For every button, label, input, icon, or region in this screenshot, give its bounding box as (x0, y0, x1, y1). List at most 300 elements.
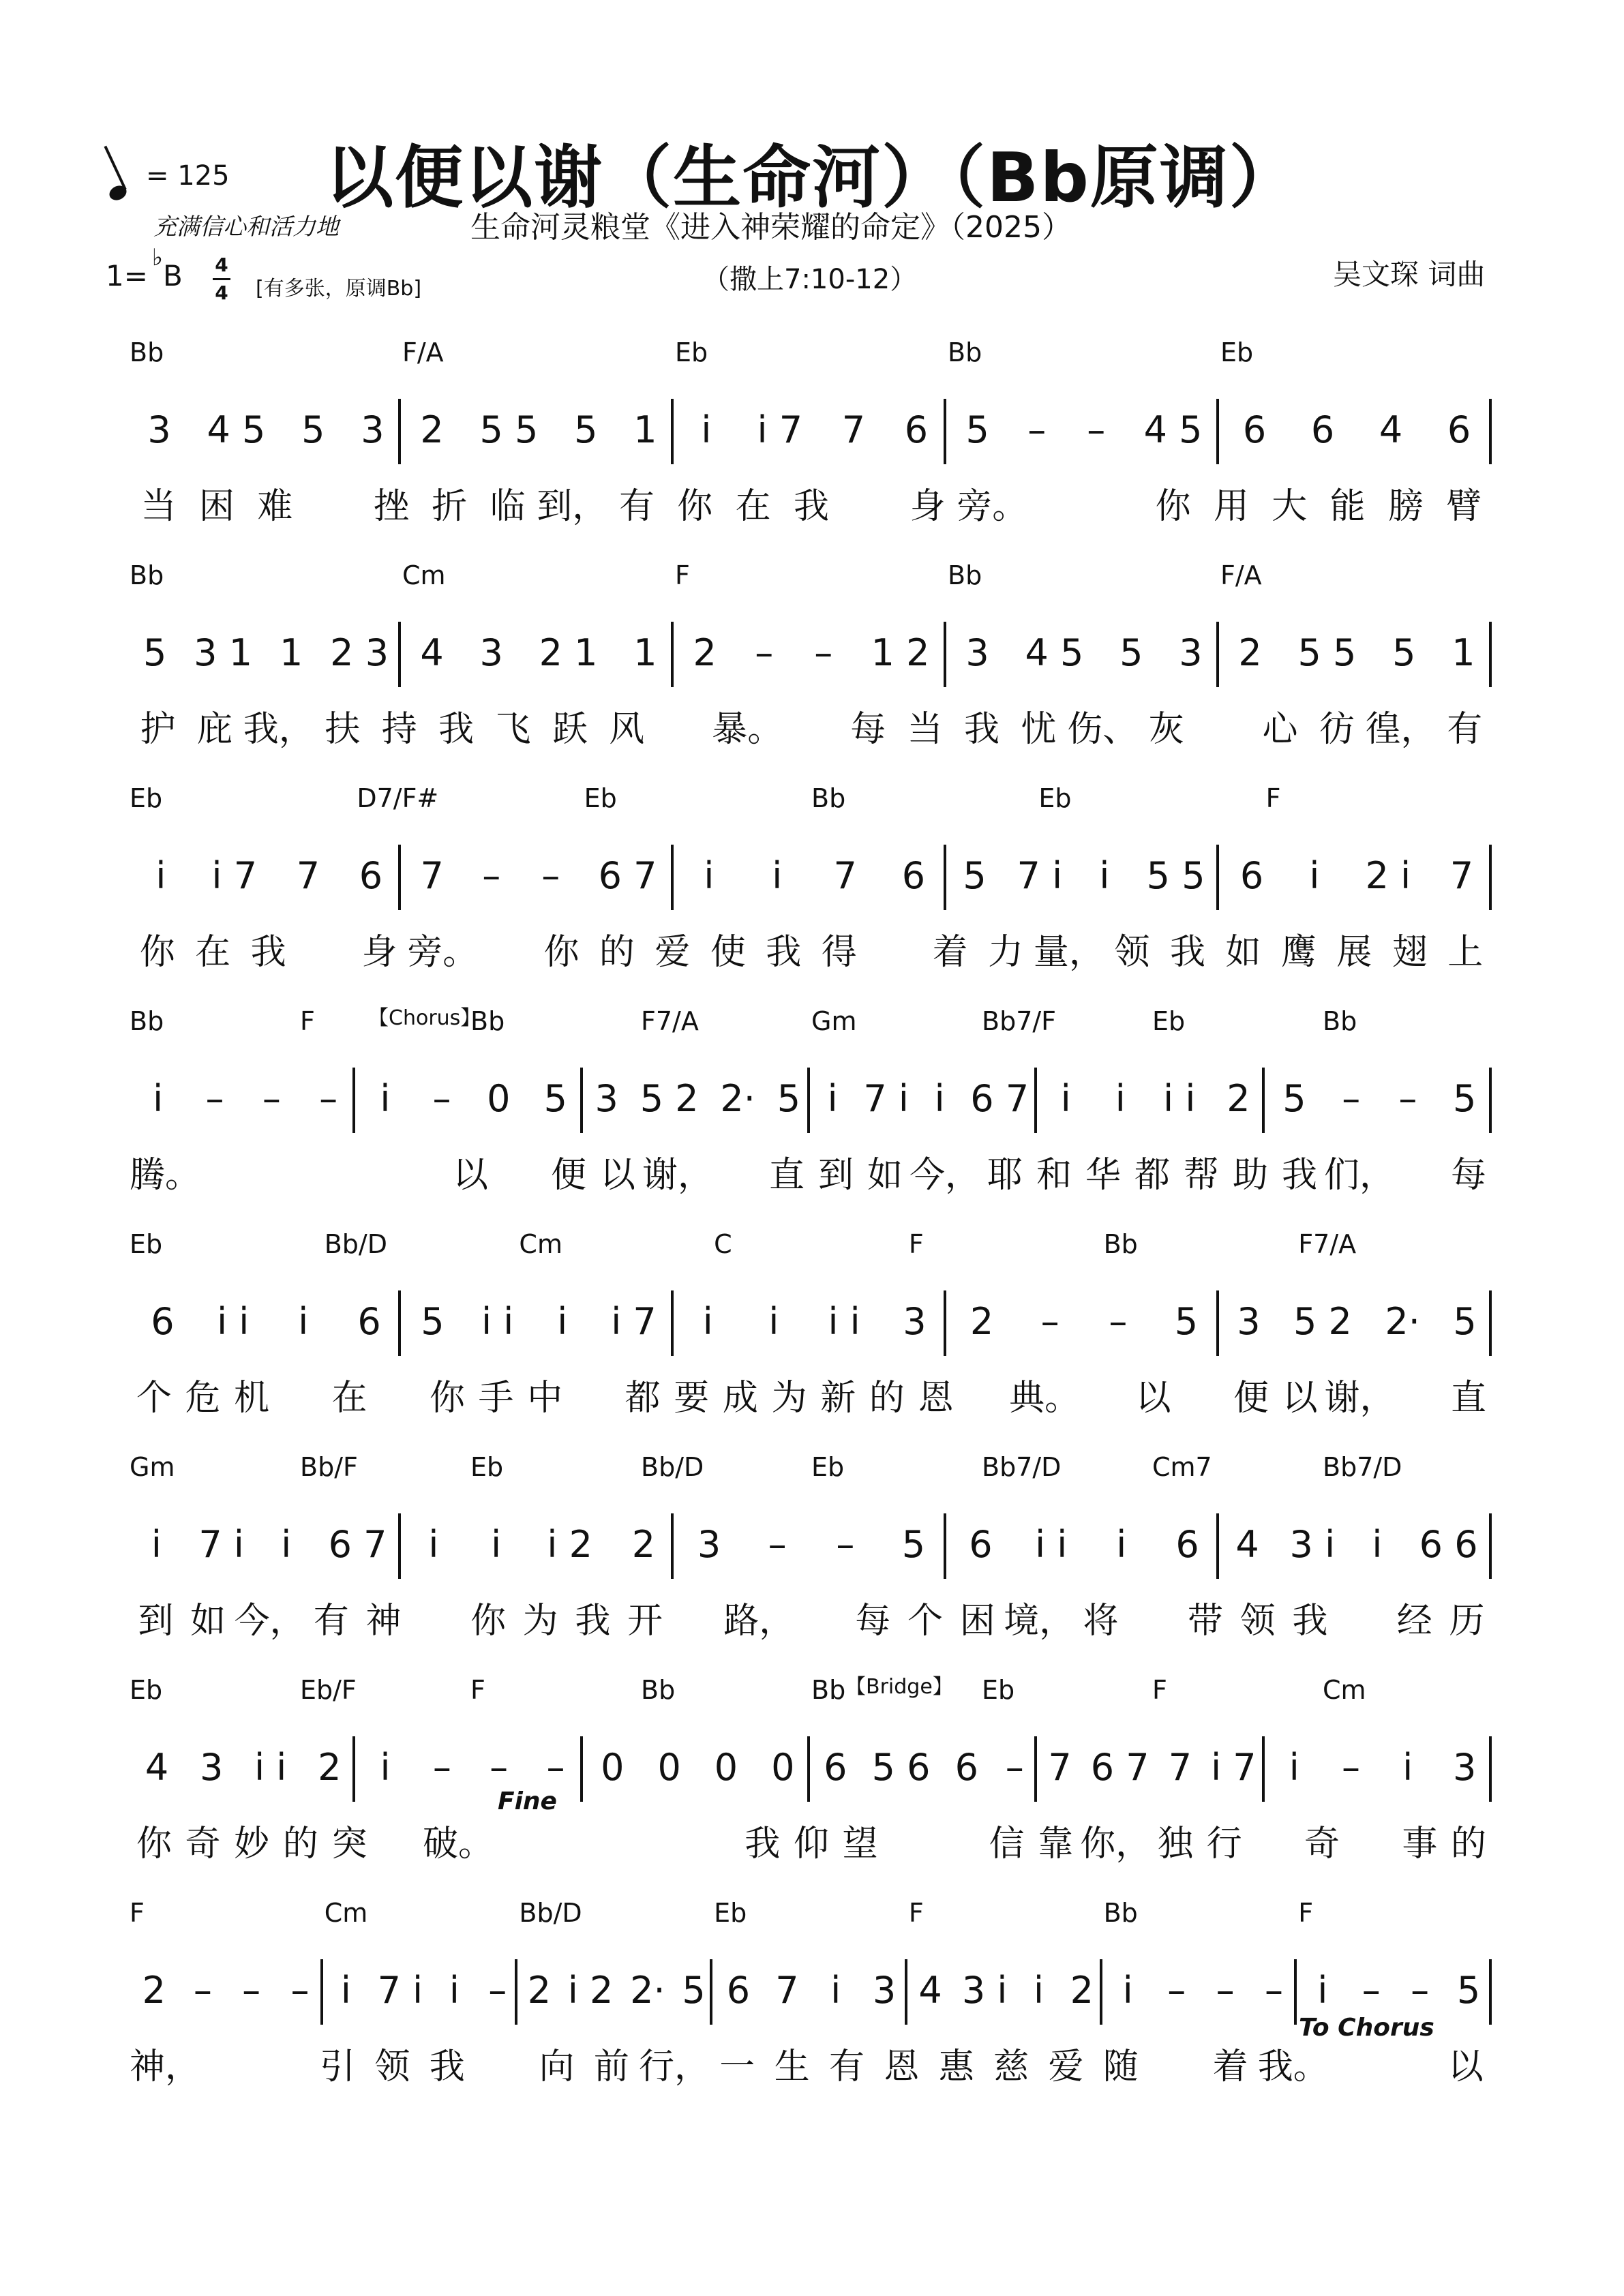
note: 7 (420, 854, 444, 897)
lyric-syllable: 中 (527, 1378, 563, 1419)
chord-symbol: Bb/D (519, 1898, 582, 1928)
chord-symbol: Eb (811, 1452, 845, 1482)
note: i (1033, 1968, 1044, 2012)
note: 7 (841, 408, 866, 451)
lyric-syllable: 奇 (1304, 1824, 1340, 1864)
lyric-syllable: 机 (234, 1378, 270, 1419)
chord-symbol: Cm (402, 560, 446, 590)
lyric-syllable (304, 477, 362, 528)
note: 5 (574, 408, 598, 451)
note: 5 (543, 1076, 568, 1120)
measure (1038, 1726, 1265, 1808)
bar-line (515, 1959, 517, 2025)
bar-line (1216, 1513, 1219, 1579)
lyric-syllable: 都 (625, 1378, 661, 1419)
measure (357, 1057, 584, 1139)
notation-line (130, 1503, 1493, 1585)
lyric-syllable: 以 (600, 1155, 636, 1196)
lyric-syllable: 你， (1080, 1824, 1152, 1864)
lyric-syllable: 个 (907, 1601, 944, 1642)
lyric-syllable: 今， (909, 1155, 981, 1196)
notation-line (130, 834, 1493, 916)
lyric-syllable (250, 1146, 299, 1197)
lyric-syllable (933, 1815, 982, 1866)
lyric-syllable: 谢， (642, 1155, 714, 1196)
chord-symbol: F (908, 1229, 924, 1259)
notation-line (130, 1949, 1493, 2031)
lyric-syllable: 妙 (234, 1824, 270, 1864)
note: 0 (487, 1076, 511, 1120)
measure (1220, 1280, 1493, 1362)
lyric-syllable: 在 (735, 486, 771, 527)
chord-symbol: F (908, 1898, 924, 1928)
chord-symbol: Eb (1220, 337, 1254, 367)
chord-symbol: F (675, 560, 690, 590)
chord-symbol: F (130, 1898, 145, 1928)
lyric-syllable: 能 (1329, 486, 1366, 527)
note: – (1109, 1299, 1128, 1343)
lyric-syllable: 以 (453, 1155, 489, 1196)
note: 7 (296, 854, 320, 897)
note: 2 i (1365, 854, 1411, 897)
note: 7 i (377, 1968, 423, 2012)
note: i i (481, 1299, 514, 1343)
bar-line (671, 622, 674, 687)
lyric-syllable: 个 (136, 1378, 172, 1419)
note: – (242, 1968, 261, 2012)
note: i (151, 1522, 162, 1566)
note: 6 7 (1090, 1745, 1149, 1789)
lyric-syllable: 有 (313, 1601, 349, 1642)
note: 7 (1449, 854, 1474, 897)
note: i i (1035, 1522, 1068, 1566)
note: 6 (824, 1745, 847, 1789)
lyric-syllable: 翅 (1392, 932, 1428, 973)
measure (948, 389, 1220, 470)
note: 3 (965, 631, 989, 674)
lyric-line (130, 700, 1493, 751)
measure (402, 834, 675, 916)
lyric-syllable: 独 (1157, 1824, 1193, 1864)
note: 7 (1168, 1745, 1192, 1789)
chord-symbol: Cm (324, 1898, 368, 1928)
note: i (701, 408, 712, 451)
note: i (702, 1299, 713, 1343)
note: 5 (1392, 631, 1416, 674)
lyric-syllable: 到 (138, 1601, 174, 1642)
lyric-syllable: 神 (365, 1601, 402, 1642)
lyric-line (130, 1815, 1493, 1866)
lyric-syllable (867, 923, 922, 974)
note: i (1402, 1745, 1413, 1789)
note: 4 5 (207, 408, 266, 451)
lyric-syllable: 如 (1225, 932, 1261, 973)
note: 5 (1119, 631, 1143, 674)
note: 6 7 (598, 854, 657, 897)
note: 2 (969, 1299, 994, 1343)
key-signature (106, 244, 183, 292)
note: 5 5 (1146, 854, 1205, 897)
lyric-syllable: 我， (243, 709, 314, 750)
chord-symbol: Cm (1323, 1675, 1366, 1705)
note: – (1167, 1968, 1186, 2012)
lyric-syllable: 当 (140, 486, 177, 527)
lyric-syllable: 行， (639, 2046, 710, 2087)
chord-symbol: Bb (811, 1675, 846, 1705)
note: 5 (1453, 1076, 1477, 1120)
lyric-syllable: 每 (855, 1601, 891, 1642)
lyric-syllable (200, 2038, 255, 2089)
measure (1104, 1949, 1299, 2031)
note: i (1099, 854, 1110, 897)
staff-row (0, 1229, 1624, 1447)
bar-line (1216, 1290, 1219, 1356)
note: – (836, 1522, 855, 1566)
lyric-line (130, 923, 1493, 974)
note: 5 (777, 1076, 801, 1120)
lyric-syllable: 为 (522, 1601, 558, 1642)
note: 7 i (1017, 854, 1063, 897)
lyric-syllable: 我 (766, 932, 802, 973)
note: – (1216, 1968, 1235, 2012)
note: – (262, 1076, 281, 1120)
note: i i (217, 1299, 250, 1343)
lyric-syllable: 便 (1233, 1378, 1269, 1419)
bar-line (1489, 622, 1492, 687)
note: 6 (1239, 854, 1264, 897)
lyric-syllable: 奇 (185, 1824, 221, 1864)
note: 1 (633, 631, 657, 674)
bar-line (352, 1068, 355, 1133)
bar-line (352, 1736, 355, 1802)
note: – (814, 631, 833, 674)
time-top: 4 (215, 254, 228, 276)
note: 7 i (198, 1522, 244, 1566)
chord-symbol: Eb (1038, 783, 1072, 813)
lyric-syllable: 使 (710, 932, 746, 973)
note: – (193, 1968, 212, 2012)
lyric-syllable: 到 (818, 1155, 854, 1196)
note: 6 (901, 854, 926, 897)
note: 3 (872, 1968, 897, 2012)
lyric-syllable: 我 (745, 1824, 781, 1864)
note: 5 (1282, 1076, 1306, 1120)
note: 3 (903, 1299, 927, 1343)
note: i (491, 1522, 502, 1566)
measure (714, 1949, 909, 2031)
lyric-syllable: 在 (331, 1378, 367, 1419)
notation-line (130, 1726, 1493, 1808)
chord-symbol: Eb (675, 337, 708, 367)
lyric-syllable: 你 (136, 1824, 172, 1864)
note: – (490, 1745, 509, 1789)
note: i (153, 1076, 164, 1120)
note: 3 (1452, 1745, 1477, 1789)
note: – (1342, 1076, 1361, 1120)
lyric-syllable: 飞 (495, 709, 531, 750)
lyric-syllable: 有 (618, 486, 655, 527)
lyric-syllable: 暴。 (712, 709, 783, 750)
note: 6 (969, 1522, 993, 1566)
lyric-syllable: 灰 (1148, 709, 1184, 750)
note: – (1027, 408, 1047, 451)
lyric-syllable: 为 (771, 1378, 807, 1419)
chord-symbol: Eb (584, 783, 617, 813)
lyric-syllable: 困 (959, 1601, 995, 1642)
lyric-syllable: 向 (539, 2046, 575, 2087)
note: i (704, 854, 715, 897)
measure (811, 1726, 1038, 1808)
measure (909, 1949, 1104, 2031)
note: 6 (726, 1968, 751, 2012)
key-note: [有多张，原调Bb] (256, 277, 422, 301)
staff-row (0, 783, 1624, 1001)
lyric-syllable (1086, 477, 1144, 528)
lyric-syllable: 徨， (1365, 709, 1437, 750)
note: 5 (965, 408, 989, 451)
source-credit: 生命河灵粮堂《进入神荣耀的命定》（2025） (470, 210, 1072, 245)
lyric-syllable (494, 1815, 543, 1866)
note: 6 7 (970, 1076, 1029, 1120)
measure (948, 834, 1220, 916)
note: 6 (151, 1299, 175, 1343)
note: 3 (147, 408, 171, 451)
lyric-syllable: 如 (867, 1155, 903, 1196)
chord-symbol: Gm (130, 1452, 175, 1482)
chord-symbol: F/A (402, 337, 444, 367)
lyric-syllable (1395, 1369, 1444, 1420)
measure (519, 1949, 714, 2031)
bar-line (671, 1513, 674, 1579)
bar-line (398, 622, 401, 687)
bar-line (1216, 399, 1219, 464)
lyric-syllable: 我 (1282, 1155, 1318, 1196)
note: i 7 (611, 1299, 657, 1343)
lyric-syllable: 如 (190, 1601, 226, 1642)
bar-line (398, 845, 401, 910)
bar-line (1034, 1068, 1037, 1133)
chord-symbol: Bb (811, 783, 846, 813)
note: 6 (1175, 1522, 1199, 1566)
lyric-syllable (374, 1815, 423, 1866)
lyric-syllable (475, 2038, 529, 2089)
lyric-syllable: 华 (1085, 1155, 1122, 1196)
lyric-syllable: 望 (842, 1824, 878, 1864)
bar-line (580, 1068, 583, 1133)
note: 5 (963, 854, 987, 897)
bar-line (1489, 1068, 1492, 1133)
note: – (432, 1745, 451, 1789)
tempo-marking (109, 160, 230, 192)
note: 2 (693, 631, 717, 674)
lyric-syllable: 身 (909, 486, 946, 527)
bar-line (944, 845, 946, 910)
note: – (755, 631, 774, 674)
lyric-syllable: 境， (1004, 1601, 1075, 1642)
note: 6 (1310, 408, 1335, 451)
note: 5 5 (479, 408, 539, 451)
lyric-syllable: 你 (1155, 486, 1191, 527)
note: 3 (697, 1522, 721, 1566)
lyric-syllable: 我。 (1257, 2046, 1329, 2087)
note: 7 i (863, 1076, 909, 1120)
key-letter: B (162, 259, 183, 292)
lyric-syllable (671, 1592, 723, 1643)
note: i (830, 1968, 841, 2012)
measure (325, 1949, 520, 2031)
lyric-syllable: 力 (988, 932, 1024, 973)
chord-symbol: C (714, 1229, 732, 1259)
lyric-syllable (543, 1815, 592, 1866)
lyric-syllable (1395, 1146, 1444, 1197)
note: 0 (601, 1745, 625, 1789)
note: 2 (631, 1522, 656, 1566)
measure (130, 1503, 402, 1585)
note: i (934, 1076, 945, 1120)
lyric-syllable: 路， (723, 1601, 795, 1642)
note: 4 (1235, 1522, 1259, 1566)
bar-line (1489, 399, 1492, 464)
lyric-syllable: 便 (551, 1155, 587, 1196)
lyric-syllable (1347, 1815, 1396, 1866)
lyric-syllable: 今， (234, 1601, 305, 1642)
note: 4 (918, 1968, 942, 2012)
bar-line (944, 1513, 946, 1579)
chord-symbol: Bb/D (641, 1452, 704, 1482)
note: i 7 (757, 408, 803, 451)
lyric-syllable: 突 (331, 1824, 367, 1864)
lyric-syllable (1177, 1369, 1227, 1420)
note: i (1317, 1968, 1328, 2012)
staff-row (0, 1006, 1624, 1224)
note: – (319, 1076, 338, 1120)
staff-row (0, 1452, 1624, 1670)
lyric-syllable (495, 1146, 544, 1197)
lyric-syllable: 随 (1102, 2046, 1139, 2087)
section-label: 【Bridge】 (845, 1675, 953, 1699)
note: i i (254, 1745, 287, 1789)
lyric-syllable: 扶 (325, 709, 361, 750)
lyric-syllable (1194, 700, 1251, 751)
lyric-syllable (255, 2038, 310, 2089)
note: 6 (359, 854, 383, 897)
note: 2 (527, 1968, 552, 2012)
staff-row (0, 1675, 1624, 1893)
note: i (428, 1522, 439, 1566)
lyric-syllable: 你 (429, 1378, 465, 1419)
note: 6 7 (328, 1522, 387, 1566)
measure (402, 1503, 675, 1585)
lyric-syllable: 生 (774, 2046, 810, 2087)
note: 7 (775, 1968, 799, 2012)
measure (130, 1057, 357, 1139)
note: i (1115, 1076, 1126, 1120)
author-credit: 吴文琛 词曲 (1333, 258, 1486, 291)
chord-symbol: F (300, 1006, 315, 1036)
note: 5 6 (871, 1745, 931, 1789)
note: i (768, 1299, 779, 1343)
note: 5 (421, 1299, 445, 1343)
lyric-syllable: 难 (257, 486, 293, 527)
lyric-syllable (1329, 2038, 1383, 2089)
note: i (449, 1968, 460, 2012)
lyric-syllable: 的 (869, 1378, 905, 1419)
note: 2 (1227, 1076, 1250, 1120)
note: 3 (1179, 631, 1203, 674)
measure (675, 1503, 948, 1585)
notation-line (130, 389, 1493, 470)
chord-symbol: Bb (130, 1006, 164, 1036)
lyric-syllable: 我 (793, 486, 829, 527)
lyric-syllable (200, 1146, 250, 1197)
chord-symbol: Bb (1323, 1006, 1357, 1036)
lyric-line (130, 1592, 1493, 1643)
chord-symbol: Eb (714, 1898, 747, 1928)
chord-symbol: F7/A (641, 1006, 699, 1036)
note: – (1005, 1745, 1024, 1789)
note: – (1342, 1745, 1360, 1789)
bar-line (710, 1959, 712, 2025)
lyric-syllable (1336, 1592, 1389, 1643)
note: 7 (833, 854, 857, 897)
lyric-syllable: 恩 (884, 2046, 920, 2087)
chord-symbol: Eb (470, 1452, 504, 1482)
chord-symbol: F (1265, 783, 1281, 813)
lyric-syllable: 膀 (1387, 486, 1424, 527)
lyric-syllable: 们， (1324, 1155, 1396, 1196)
note: 1 (279, 631, 303, 674)
chord-symbol: F (470, 1675, 485, 1705)
chord-symbol: Eb (130, 783, 163, 813)
bar-line (671, 1290, 674, 1356)
bar-line (398, 399, 401, 464)
scripture-reference: （撒上7:10-12） (702, 264, 918, 295)
note: 2 1 (539, 631, 598, 674)
note: i (827, 1076, 838, 1120)
note: 2· (630, 1968, 665, 2012)
lyric-syllable: 破。 (423, 1824, 494, 1864)
lyric-syllable: 风 (609, 709, 645, 750)
measure (1220, 1503, 1493, 1585)
note: 5 (1453, 1299, 1477, 1343)
lyric-syllable: 着 (1212, 2046, 1248, 2087)
lyric-syllable (296, 923, 351, 974)
note: 6 6 (1419, 1522, 1478, 1566)
lyric-syllable: 鹰 (1280, 932, 1317, 973)
bar-line (1489, 1290, 1492, 1356)
note: i (155, 854, 166, 897)
time-signature (211, 252, 232, 306)
lyric-syllable: 行 (1206, 1824, 1242, 1864)
time-bottom: 4 (215, 282, 228, 304)
bar-line (905, 1959, 907, 2025)
note: 2 3 (330, 631, 389, 674)
lyric-syllable (1383, 2038, 1438, 2089)
lyric-syllable (841, 477, 899, 528)
note: 4 5 (1025, 631, 1084, 674)
note: 3 (1237, 1299, 1261, 1343)
lyric-syllable: 和 (1036, 1155, 1072, 1196)
lyric-syllable (591, 1815, 640, 1866)
measure (130, 1726, 357, 1808)
note: 4 (420, 631, 444, 674)
note: 1 (1452, 631, 1475, 674)
lyric-syllable: 折 (432, 486, 468, 527)
lyric-syllable: 大 (1272, 486, 1308, 527)
note: 2 (142, 1968, 166, 2012)
note: i 7 (211, 854, 258, 897)
notation-line (130, 611, 1493, 693)
